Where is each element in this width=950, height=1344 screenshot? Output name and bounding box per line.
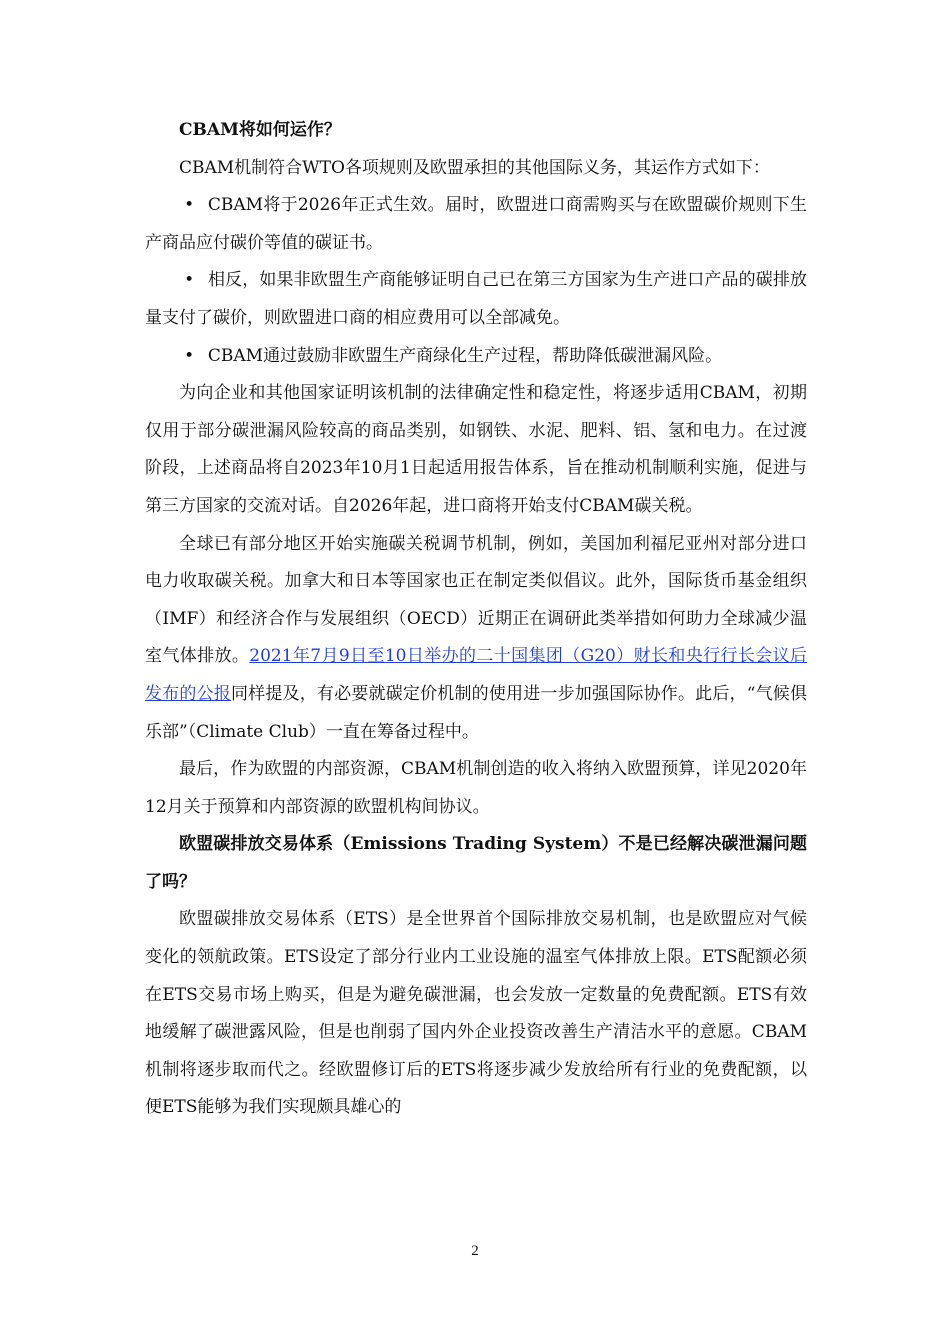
bullet-marker: • [184,270,195,291]
bullet-item [145,187,807,262]
intro-paragraph: CBAM机制符合WTO各项规则及欧盟承担的其他国际义务，其运作方式如下： [179,157,770,178]
section-heading-ets: 欧盟碳排放交易体系（Emissions Trading System）不是已经解决碳泄漏问题了吗？ [145,834,807,892]
gradual-application-paragraph: 为向企业和其他国家证明该机制的法律确定性和稳定性，将逐步适用CBAM，初期仅用于部分碳泄漏风险较高的商品类别，如钢铁、水泥、肥料、铝、氢和电力。在过渡阶段，上述商品将自2023年10月1日起适用报告体系，旨在推动机制顺利实施，促进与第三方国家的交流对话。自2026年起，进口商将开始支付CBAM碳关税。 [145,383,807,516]
bullet-text: CBAM将于2026年正式生效。届时，欧盟进口商需购买与在欧盟碳价规则下生产商品应付碳价等值的碳证书。 [145,195,807,253]
global-paragraph-text-after: 同样提及，有必要就碳定价机制的使用进一步加强国际协作。此后，“气候俱乐部”（Climate Club）一直在筹备过程中。 [145,683,807,742]
bullet-text: CBAM通过鼓励非欧盟生产商绿化生产过程，帮助降低碳泄漏风险。 [207,345,723,366]
bullet-marker: • [184,345,195,366]
budget-paragraph: 最后，作为欧盟的内部资源，CBAM机制创造的收入将纳入欧盟预算，详见2020年12月关于预算和内部资源的欧盟机构间协议。 [145,759,807,817]
bullet-item [145,338,807,376]
g20-communique-link[interactable]: 2021年7月9日至10日举办的二十国集团（G20）财长和央行行长会议后发布的公报 [145,646,807,704]
bullet-item [145,262,807,337]
ets-paragraph: 欧盟碳排放交易体系（ETS）是全世界首个国际排放交易机制，也是欧盟应对气候变化的领航政策。ETS设定了部分行业内工业设施的温室气体排放上限。ETS配额必须在ETS交易市场上购买，但是为避免碳泄漏，也会发放一定数量的免费配额。ETS有效地缓解了碳泄露风险，但是也削弱了国内外企业投资改善生产清洁水平的意愿。CBAM机制将逐步取而代之。经欧盟修订后的ETS将逐步减少发放给所有行业的免费配额，以便ETS能够为我们实现颇具雄心的 [145,909,807,1118]
section-heading-cbam: CBAM将如何运作？ [179,120,341,140]
global-context-paragraph [145,526,807,752]
bullet-marker: • [184,195,195,216]
document-body [145,112,807,1127]
bullet-text: 相反，如果非欧盟生产商能够证明自己已在第三方国家为生产进口产品的碳排放量支付了碳价，则欧盟进口商的相应费用可以全部减免。 [145,270,807,328]
page-number: 2 [471,1243,479,1259]
global-paragraph-text-before: 全球已有部分地区开始实施碳关税调节机制，例如，美国加利福尼亚州对部分进口电力收取碳关税。加拿大和日本等国家也正在制定类似倡议。此外，国际货币基金组织（IMF）和经济合作与发展组织（OECD）近期正在调研此类举措如何助力全球减少温室气体排放。 [145,533,807,667]
